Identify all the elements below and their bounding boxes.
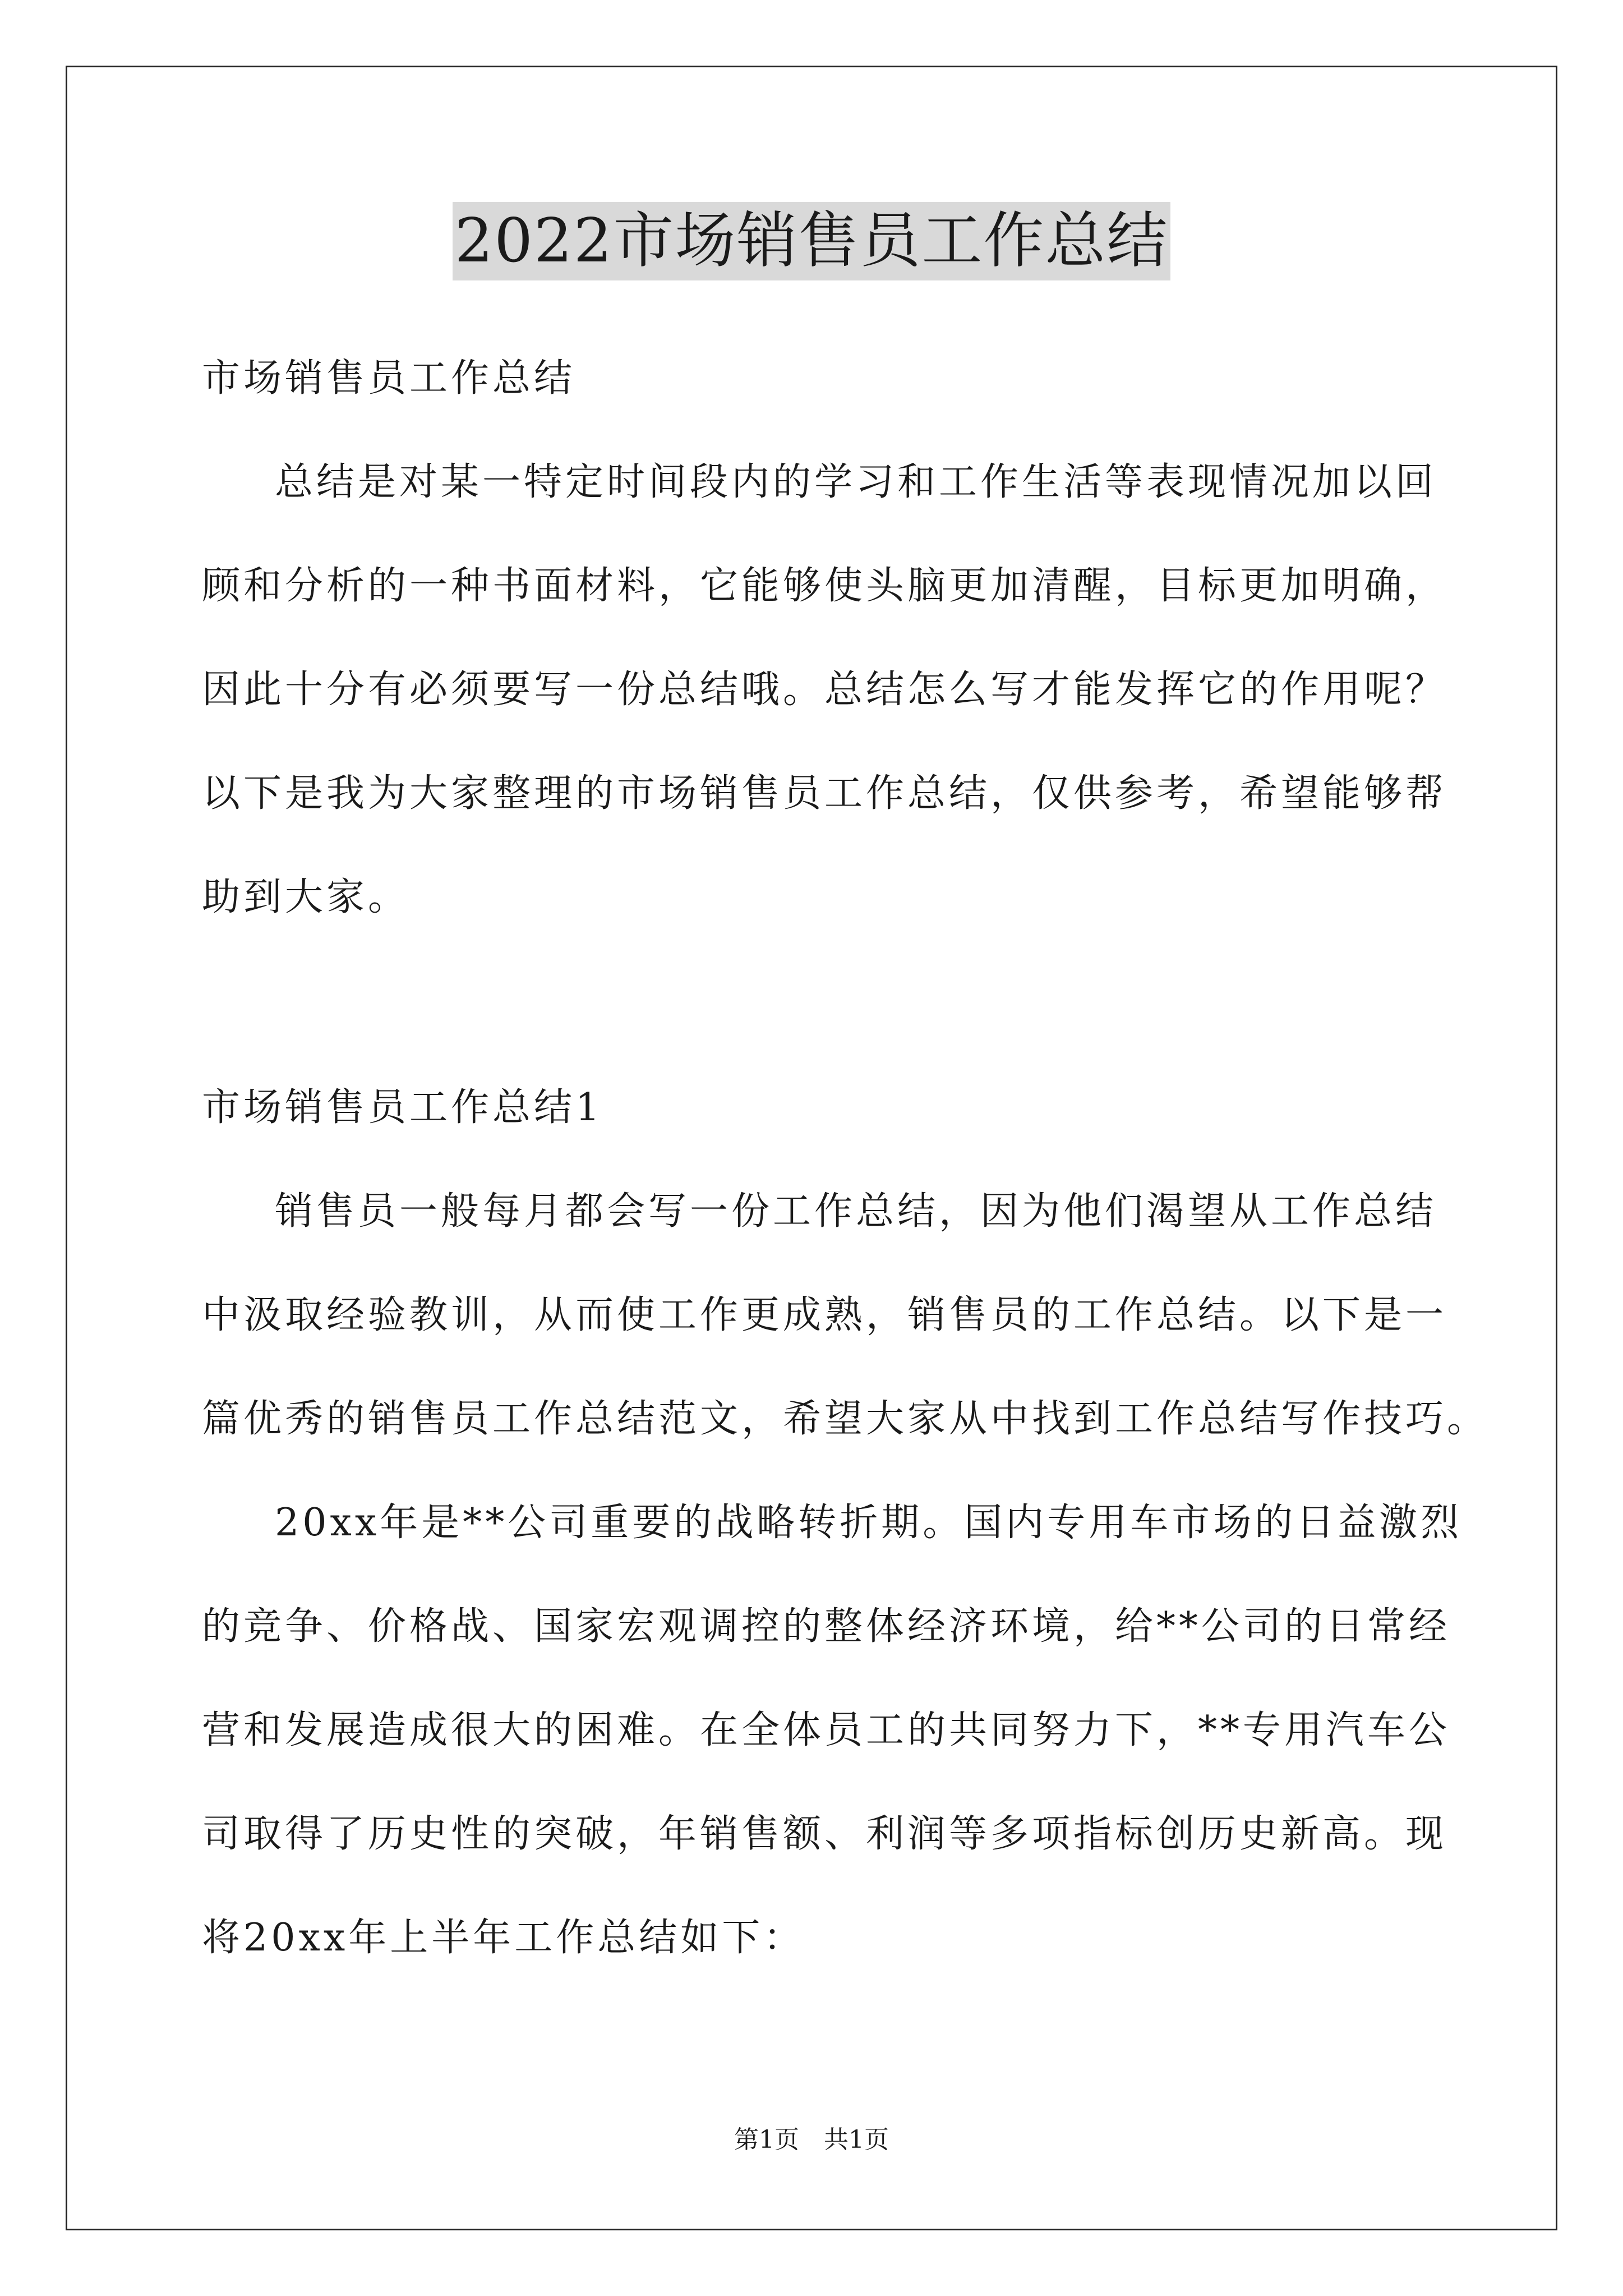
intro-line: 总结是对某一特定时间段内的学习和工作生活等表现情况加以回 bbox=[275, 460, 1437, 504]
section1-para2-line: 营和发展造成很大的困难。在全体员工的共同努力下，**专用汽车公 bbox=[202, 1708, 1451, 1752]
intro-line: 顾和分析的一种书面材料，它能够使头脑更加清醒，目标更加明确， bbox=[202, 564, 1447, 608]
section1-para2-line: 的竞争、价格战、国家宏观调控的整体经济环境，给**公司的日常经 bbox=[202, 1604, 1451, 1649]
intro-line: 助到大家。 bbox=[202, 875, 410, 919]
section1-para2-line: 20xx年是**公司重要的战略转折期。国内专用车市场的日益激烈 bbox=[275, 1501, 1463, 1545]
intro-line: 以下是我为大家整理的市场销售员工作总结，仅供参考，希望能够帮 bbox=[202, 771, 1447, 816]
section1-para2-line: 司取得了历史性的突破，年销售额、利润等多项指标创历史新高。现 bbox=[202, 1812, 1447, 1856]
page-footer: 第1页 共1页 bbox=[734, 2125, 889, 2154]
intro-line: 因此十分有必须要写一份总结哦。总结怎么写才能发挥它的作用呢？ bbox=[202, 668, 1447, 712]
title-container bbox=[0, 202, 1623, 280]
section1-para2-line: 将20xx年上半年工作总结如下： bbox=[202, 1916, 805, 1960]
section1-para1-line: 销售员一般每月都会写一份工作总结，因为他们渴望从工作总结 bbox=[275, 1189, 1437, 1234]
section1-para1-line: 篇优秀的销售员工作总结范文，希望大家从中找到工作总结写作技巧。 bbox=[202, 1397, 1489, 1441]
section1-para1-line: 中汲取经验教训，从而使工作更成熟，销售员的工作总结。以下是一 bbox=[202, 1293, 1447, 1337]
document-title: 2022市场销售员工作总结 bbox=[453, 202, 1171, 280]
intro-heading: 市场销售员工作总结 bbox=[202, 356, 576, 401]
section1-heading: 市场销售员工作总结1 bbox=[202, 1085, 603, 1130]
